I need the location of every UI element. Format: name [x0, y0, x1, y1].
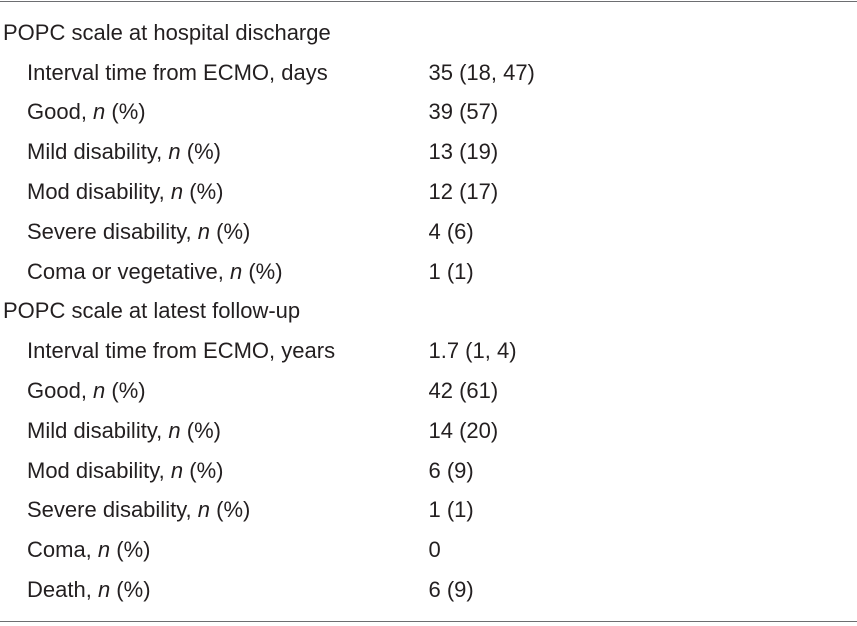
row-label: Coma, n (%): [27, 537, 151, 563]
table-row: [0, 371, 857, 411]
row-label: Mod disability, n (%): [27, 457, 224, 483]
row-value: 1 (1): [428, 258, 474, 284]
row-label: Good, n (%): [27, 99, 146, 125]
row-value: 0: [428, 537, 441, 563]
row-label: Death, n (%): [27, 577, 151, 603]
table-row: [0, 132, 857, 172]
row-label: Mod disability, n (%): [27, 179, 224, 205]
table-row: [0, 530, 857, 570]
table-row: [0, 491, 857, 531]
row-label: Coma or vegetative, n (%): [27, 258, 283, 284]
table-row: [0, 212, 857, 252]
row-label: Severe disability, n (%): [27, 218, 251, 244]
row-label: Severe disability, n (%): [27, 497, 251, 523]
table-row: [0, 331, 857, 371]
table-row: [0, 172, 857, 212]
row-value: 14 (20): [428, 417, 499, 443]
row-label: Mild disability, n (%): [27, 139, 221, 165]
outcomes-table: [0, 13, 857, 610]
row-label: Good, n (%): [27, 378, 146, 404]
table-body: [0, 13, 857, 610]
table-row: [0, 252, 857, 292]
section-heading: POPC scale at latest follow-up: [3, 298, 301, 324]
row-value: 42 (61): [428, 378, 499, 404]
table-row: [0, 53, 857, 93]
row-value: 4 (6): [428, 218, 474, 244]
row-value: 6 (9): [428, 457, 474, 483]
row-value: 1 (1): [428, 497, 474, 523]
row-value: 6 (9): [428, 577, 474, 603]
section-heading-row: [0, 13, 857, 53]
row-value: 13 (19): [428, 139, 499, 165]
table-row: [0, 93, 857, 133]
section-heading-row: [0, 292, 857, 332]
table-row: [0, 570, 857, 610]
row-value: 35 (18, 47): [428, 59, 535, 85]
row-value: 39 (57): [428, 99, 499, 125]
row-value: 1.7 (1, 4): [428, 338, 517, 364]
table-top-rule: [0, 1, 857, 2]
table-row: [0, 411, 857, 451]
table-bottom-rule: [0, 621, 857, 622]
row-label: Interval time from ECMO, years: [27, 338, 336, 364]
section-heading: POPC scale at hospital discharge: [3, 19, 331, 45]
row-value: 12 (17): [428, 179, 499, 205]
row-label: Interval time from ECMO, days: [27, 59, 328, 85]
table-row: [0, 451, 857, 491]
row-label: Mild disability, n (%): [27, 417, 221, 443]
